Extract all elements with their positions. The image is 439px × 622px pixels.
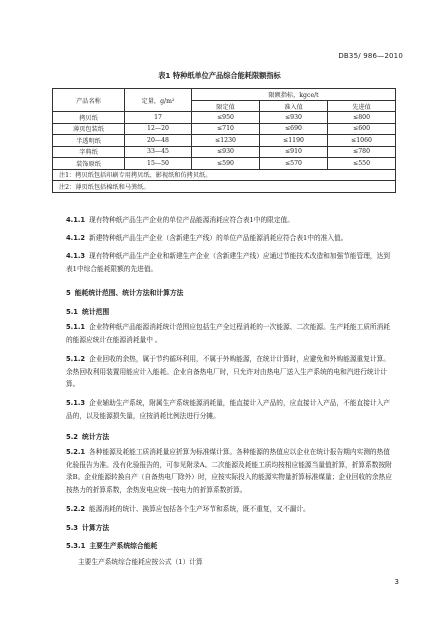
header-limit-value: 限定值: [192, 101, 260, 112]
clause-number: 5.2.2: [66, 505, 86, 513]
cell-product: 半透明纸: [53, 135, 125, 147]
section-title: 能耗统计范围、统计方法和计算方法: [74, 289, 184, 297]
cell-access: ≤570: [260, 158, 328, 170]
cell-advanced: ≤600: [328, 123, 396, 135]
clause-text: 能源消耗的统计、换算应包括各个生产环节和系统，既不重复，又不漏计。: [89, 505, 310, 513]
section-number: 5: [66, 289, 71, 297]
clause-4-1-2: [66, 232, 392, 245]
section-title: 统计范围: [82, 308, 110, 316]
document-code: DB35/ 986—2010: [338, 52, 403, 60]
clause-number: 5.1.3: [66, 399, 86, 407]
section-title: 统计方法: [82, 433, 110, 441]
header-energy-limit: 限额指标，kgce/t: [192, 89, 396, 101]
table-row: [53, 135, 396, 147]
clause-number: 4.1.1: [66, 216, 86, 224]
clause-4-1-1: [66, 214, 392, 227]
clause-5-1-3: [66, 397, 392, 422]
table-note-row: [53, 169, 396, 181]
clause-number: 5.1.1: [66, 323, 86, 331]
cell-access: ≤690: [260, 123, 328, 135]
section-5-3-1-heading: [66, 540, 157, 550]
clause-5-2-2: [66, 503, 392, 516]
clause-text: 现有特种纸产品生产企业的单位产品能源消耗应符合表1中的限定值。: [89, 216, 294, 224]
header-product-name: 产品名称: [53, 89, 125, 112]
clause-text: 各种能源及耗能工质消耗量应折算为标准煤计算。各种能源的热值应以企业在统计报告期内实测的热值化验报告为准。没有化验报告的，可参见附录A。二次能源及耗能工质均按相应能源当量值折算，折算系数按附录B。企业能源转换自产（自备热电厂除外）时，应按实际投入的能源实物量折算标准煤量；企业回收的余热应按热力的折算系数，余热发电应统一按电力的折算系数折算。: [66, 448, 392, 494]
cell-weight: 15—50: [125, 158, 192, 170]
cell-weight: 12—20: [125, 123, 192, 135]
clause-number: 4.1.3: [66, 252, 86, 260]
cell-advanced: ≤1060: [328, 135, 396, 147]
header-advanced-value: 先进值: [328, 101, 396, 112]
cell-limit: ≤590: [192, 158, 260, 170]
clause-5-3-1-text: 主要生产系统综合能耗应按公式（1）计算: [78, 558, 203, 566]
section-title: 主要生产系统综合能耗: [89, 542, 158, 550]
cell-advanced: ≤800: [328, 112, 396, 124]
section-title: 计算方法: [82, 524, 110, 532]
section-5-2-heading: [66, 431, 109, 441]
cell-product: 薄页包装纸: [53, 123, 125, 135]
section-number: 5.1: [66, 308, 79, 316]
clause-text: 企业特种纸产品能源消耗统计范围应包括生产全过程消耗的一次能源、二次能源。生产耗能工质所消耗的能源应统计在能源消耗量中 。: [66, 323, 390, 344]
clause-5-2-1: [66, 446, 392, 496]
table-row: [53, 158, 396, 170]
clause-text: 企业辅助生产系统，附属生产系统能源消耗量，能直接计入产品的，应直接计入产品，不能直接计入产品的，以及能源损失量，应按消耗比例法进行分摊。: [66, 399, 390, 420]
clause-5-1-2: [66, 353, 392, 391]
cell-advanced: ≤780: [328, 146, 396, 158]
cell-weight: 20—48: [125, 135, 192, 147]
cell-limit: ≤1230: [192, 135, 260, 147]
clause-number: 4.1.2: [66, 234, 86, 242]
clause-4-1-3: [66, 250, 392, 275]
section-5-1-heading: [66, 306, 109, 316]
table-note-2: 注2：薄页纸包括棉纸和马粪纸。: [53, 181, 396, 193]
clause-text: 企业回收的余热，属于节约循环利用，不属于外购能源，在统计计算时，应避免和外购能源重复计算。余热回收利用装置用能应计入能耗。企业自备热电厂时，只允许对由热电厂送入生产系统的电和汽进行统计计算。: [66, 355, 390, 389]
clause-5-1-1: [66, 321, 392, 346]
section-5-heading: [66, 287, 183, 297]
page-number: 3: [394, 578, 399, 586]
cell-access: ≤1190: [260, 135, 328, 147]
clause-number: 5.1.2: [66, 355, 86, 363]
header-access-value: 准入值: [260, 101, 328, 112]
clause-text: 现有特种纸产品生产企业和新建生产企业（含新建生产线）应通过节能技术改造和加强节能管理，达到表1中综合能耗限额的先进值。: [66, 252, 390, 273]
section-5-3-heading: [66, 522, 109, 532]
cell-product: 字典纸: [53, 146, 125, 158]
table-note-row: [53, 181, 396, 193]
cell-access: ≤930: [260, 112, 328, 124]
clause-text: 新建特种纸产品生产企业（含新建生产线）的单位产品能源消耗应符合表1中的准入值。: [89, 234, 348, 242]
clause-number: 5.2.1: [66, 448, 86, 456]
cell-weight: 17: [125, 112, 192, 124]
table-row: [53, 112, 396, 124]
cell-advanced: ≤550: [328, 158, 396, 170]
table-row: [53, 146, 396, 158]
header-weight: 定量，g/m²: [125, 89, 192, 112]
section-number: 5.3.1: [66, 542, 86, 550]
cell-product: 拷贝纸: [53, 112, 125, 124]
cell-limit: ≤950: [192, 112, 260, 124]
section-number: 5.3: [66, 524, 79, 532]
cell-product: 装饰原纸: [53, 158, 125, 170]
cell-limit: ≤930: [192, 146, 260, 158]
table-title: 表1 特种纸单位产品综合能耗限额指标: [158, 71, 281, 80]
section-number: 5.2: [66, 433, 79, 441]
energy-limit-table: [52, 88, 396, 193]
cell-limit: ≤710: [192, 123, 260, 135]
cell-access: ≤910: [260, 146, 328, 158]
cell-weight: 33—45: [125, 146, 192, 158]
table-note-1: 注1：拷贝纸包括印刷专用拷贝纸、影视纸和仿拷贝纸。: [53, 169, 396, 181]
table-row: [53, 123, 396, 135]
